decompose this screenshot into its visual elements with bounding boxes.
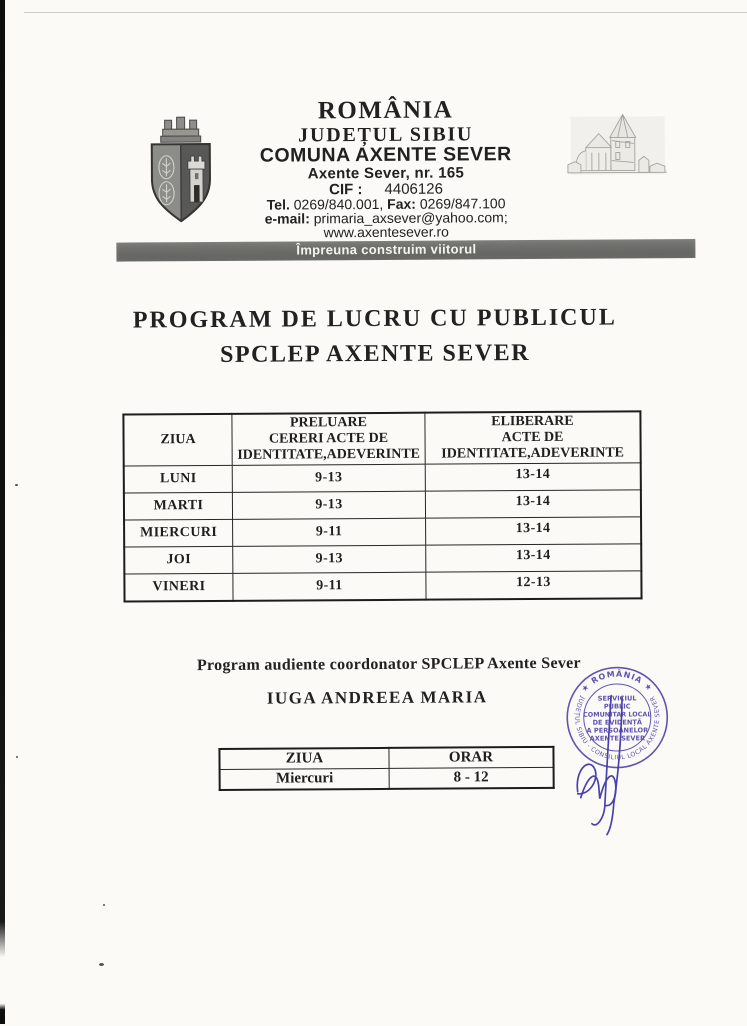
preluare-cell: 9-13 bbox=[232, 491, 425, 519]
schedule-row-joi bbox=[124, 544, 641, 574]
tel-label: Tel. bbox=[267, 197, 290, 213]
audience-hours-cell: 8 - 12 bbox=[389, 767, 554, 789]
header-county: JUDEȚUL SIBIU bbox=[0, 122, 747, 150]
header-line: ELIBERARE bbox=[425, 413, 639, 430]
day-cell: VINERI bbox=[124, 573, 233, 601]
motto-text: Împreuna construim viitorul bbox=[116, 240, 656, 258]
header-line: IDENTITATE,ADEVERINTE bbox=[426, 445, 640, 462]
day-cell: LUNI bbox=[124, 465, 233, 493]
eliberare-cell bbox=[425, 463, 641, 491]
audience-header-row bbox=[219, 747, 553, 770]
stamp-center-line: PUBLIC bbox=[604, 702, 631, 710]
audience-header-hours: ORAR bbox=[389, 747, 554, 769]
header-website: www.axentesever.ro bbox=[0, 222, 747, 243]
schedule-header-eliberare bbox=[425, 411, 641, 464]
tel-value: 0269/840.001, bbox=[294, 196, 384, 213]
audience-header-day: ZIUA bbox=[219, 748, 389, 770]
header-line: IDENTITATE,ADEVERINTE bbox=[233, 447, 425, 464]
svg-text:★ ROMÂNIA ★ bbox=[579, 667, 654, 694]
eliberare-cell bbox=[426, 517, 642, 545]
scan-speck bbox=[16, 756, 18, 758]
fax-label: Fax: bbox=[387, 196, 416, 212]
header-country: ROMÂNIA bbox=[0, 95, 747, 128]
stamp-center-line: DE EVIDENȚĂ bbox=[593, 717, 643, 727]
audience-table bbox=[218, 746, 549, 791]
fax-value: 0269/847.100 bbox=[420, 195, 506, 212]
eliberare-value: 12-13 bbox=[516, 575, 551, 590]
cif-label: CIF : bbox=[329, 181, 362, 198]
page-title-line1: PROGRAM DE LUCRU CU PUBLICUL bbox=[0, 304, 747, 336]
preluare-cell: 9-13 bbox=[232, 464, 425, 492]
motto-banner bbox=[116, 239, 695, 262]
scan-speck bbox=[103, 904, 105, 906]
round-stamp-icon bbox=[567, 667, 668, 768]
schedule-header-day: ZIUA bbox=[123, 414, 232, 466]
scan-speck bbox=[15, 484, 18, 486]
schedule-table bbox=[122, 410, 636, 602]
schedule-row-vineri bbox=[124, 571, 641, 602]
stamp-ring-top-text: ★ ROMÂNIA ★ bbox=[579, 667, 654, 694]
eliberare-value: 13-14 bbox=[516, 521, 551, 536]
email-value: primaria_axsever@yahoo.com; bbox=[314, 209, 508, 226]
official-stamp-and-signature bbox=[549, 656, 690, 847]
audience-row-miercuri bbox=[220, 767, 554, 790]
eliberare-cell bbox=[426, 544, 642, 572]
schedule-row-miercuri bbox=[124, 517, 641, 547]
coat-of-arms-icon bbox=[148, 113, 215, 225]
preluare-cell: 9-11 bbox=[233, 572, 426, 601]
day-cell: MARTI bbox=[124, 492, 233, 520]
stamp-center-line: COMUNITAR LOCAL bbox=[583, 710, 651, 718]
schedule-row-marti bbox=[124, 490, 641, 520]
eliberare-cell bbox=[426, 571, 642, 600]
stamp-center-line: A PERSOANELOR bbox=[586, 726, 648, 734]
scan-speck bbox=[99, 963, 104, 966]
stamp-center-line: AXENTE SEVER bbox=[590, 734, 646, 742]
eliberare-value: 13-14 bbox=[516, 548, 551, 563]
audience-heading: Program audiente coordonator SPCLEP Axente Sever bbox=[1, 654, 747, 677]
header-line: ACTE DE bbox=[426, 429, 640, 446]
header-commune: COMUNA AXENTE SEVER bbox=[0, 142, 747, 170]
stamp-center-line: SERVICIUL bbox=[598, 694, 638, 702]
header-address: Axente Sever, nr. 165 bbox=[0, 163, 747, 185]
scan-top-edge-line bbox=[24, 12, 747, 13]
schedule-header-preluare bbox=[232, 413, 425, 466]
schedule-row-luni bbox=[124, 463, 641, 493]
eliberare-value: 13-14 bbox=[516, 494, 551, 509]
day-cell: MIERCURI bbox=[124, 519, 233, 547]
header-line: CERERI ACTE DE bbox=[233, 431, 425, 448]
email-label: e-mail: bbox=[265, 210, 310, 226]
coordinator-name: IUGA ANDREEA MARIA bbox=[1, 686, 747, 711]
stamp-ring-text: JUDEȚUL SIBIU - CONSILIUL LOCAL AXENTE SEVER bbox=[572, 694, 661, 762]
preluare-cell: 9-13 bbox=[233, 545, 426, 573]
audience-day-cell: Miercuri bbox=[220, 768, 390, 790]
header-line: PRELUARE bbox=[232, 415, 424, 432]
schedule-header-row bbox=[123, 411, 640, 466]
scan-edge-strip bbox=[0, 0, 5, 1024]
cif-value: 4406126 bbox=[384, 181, 443, 198]
eliberare-cell bbox=[425, 490, 641, 518]
tower-charge bbox=[188, 156, 205, 202]
page-title-line2: SPCLEP AXENTE SEVER bbox=[0, 339, 747, 371]
eliberare-value: 13-14 bbox=[515, 467, 550, 482]
church-sketch-icon bbox=[566, 110, 670, 191]
preluare-cell: 9-11 bbox=[233, 518, 426, 546]
day-cell: JOI bbox=[124, 546, 233, 574]
